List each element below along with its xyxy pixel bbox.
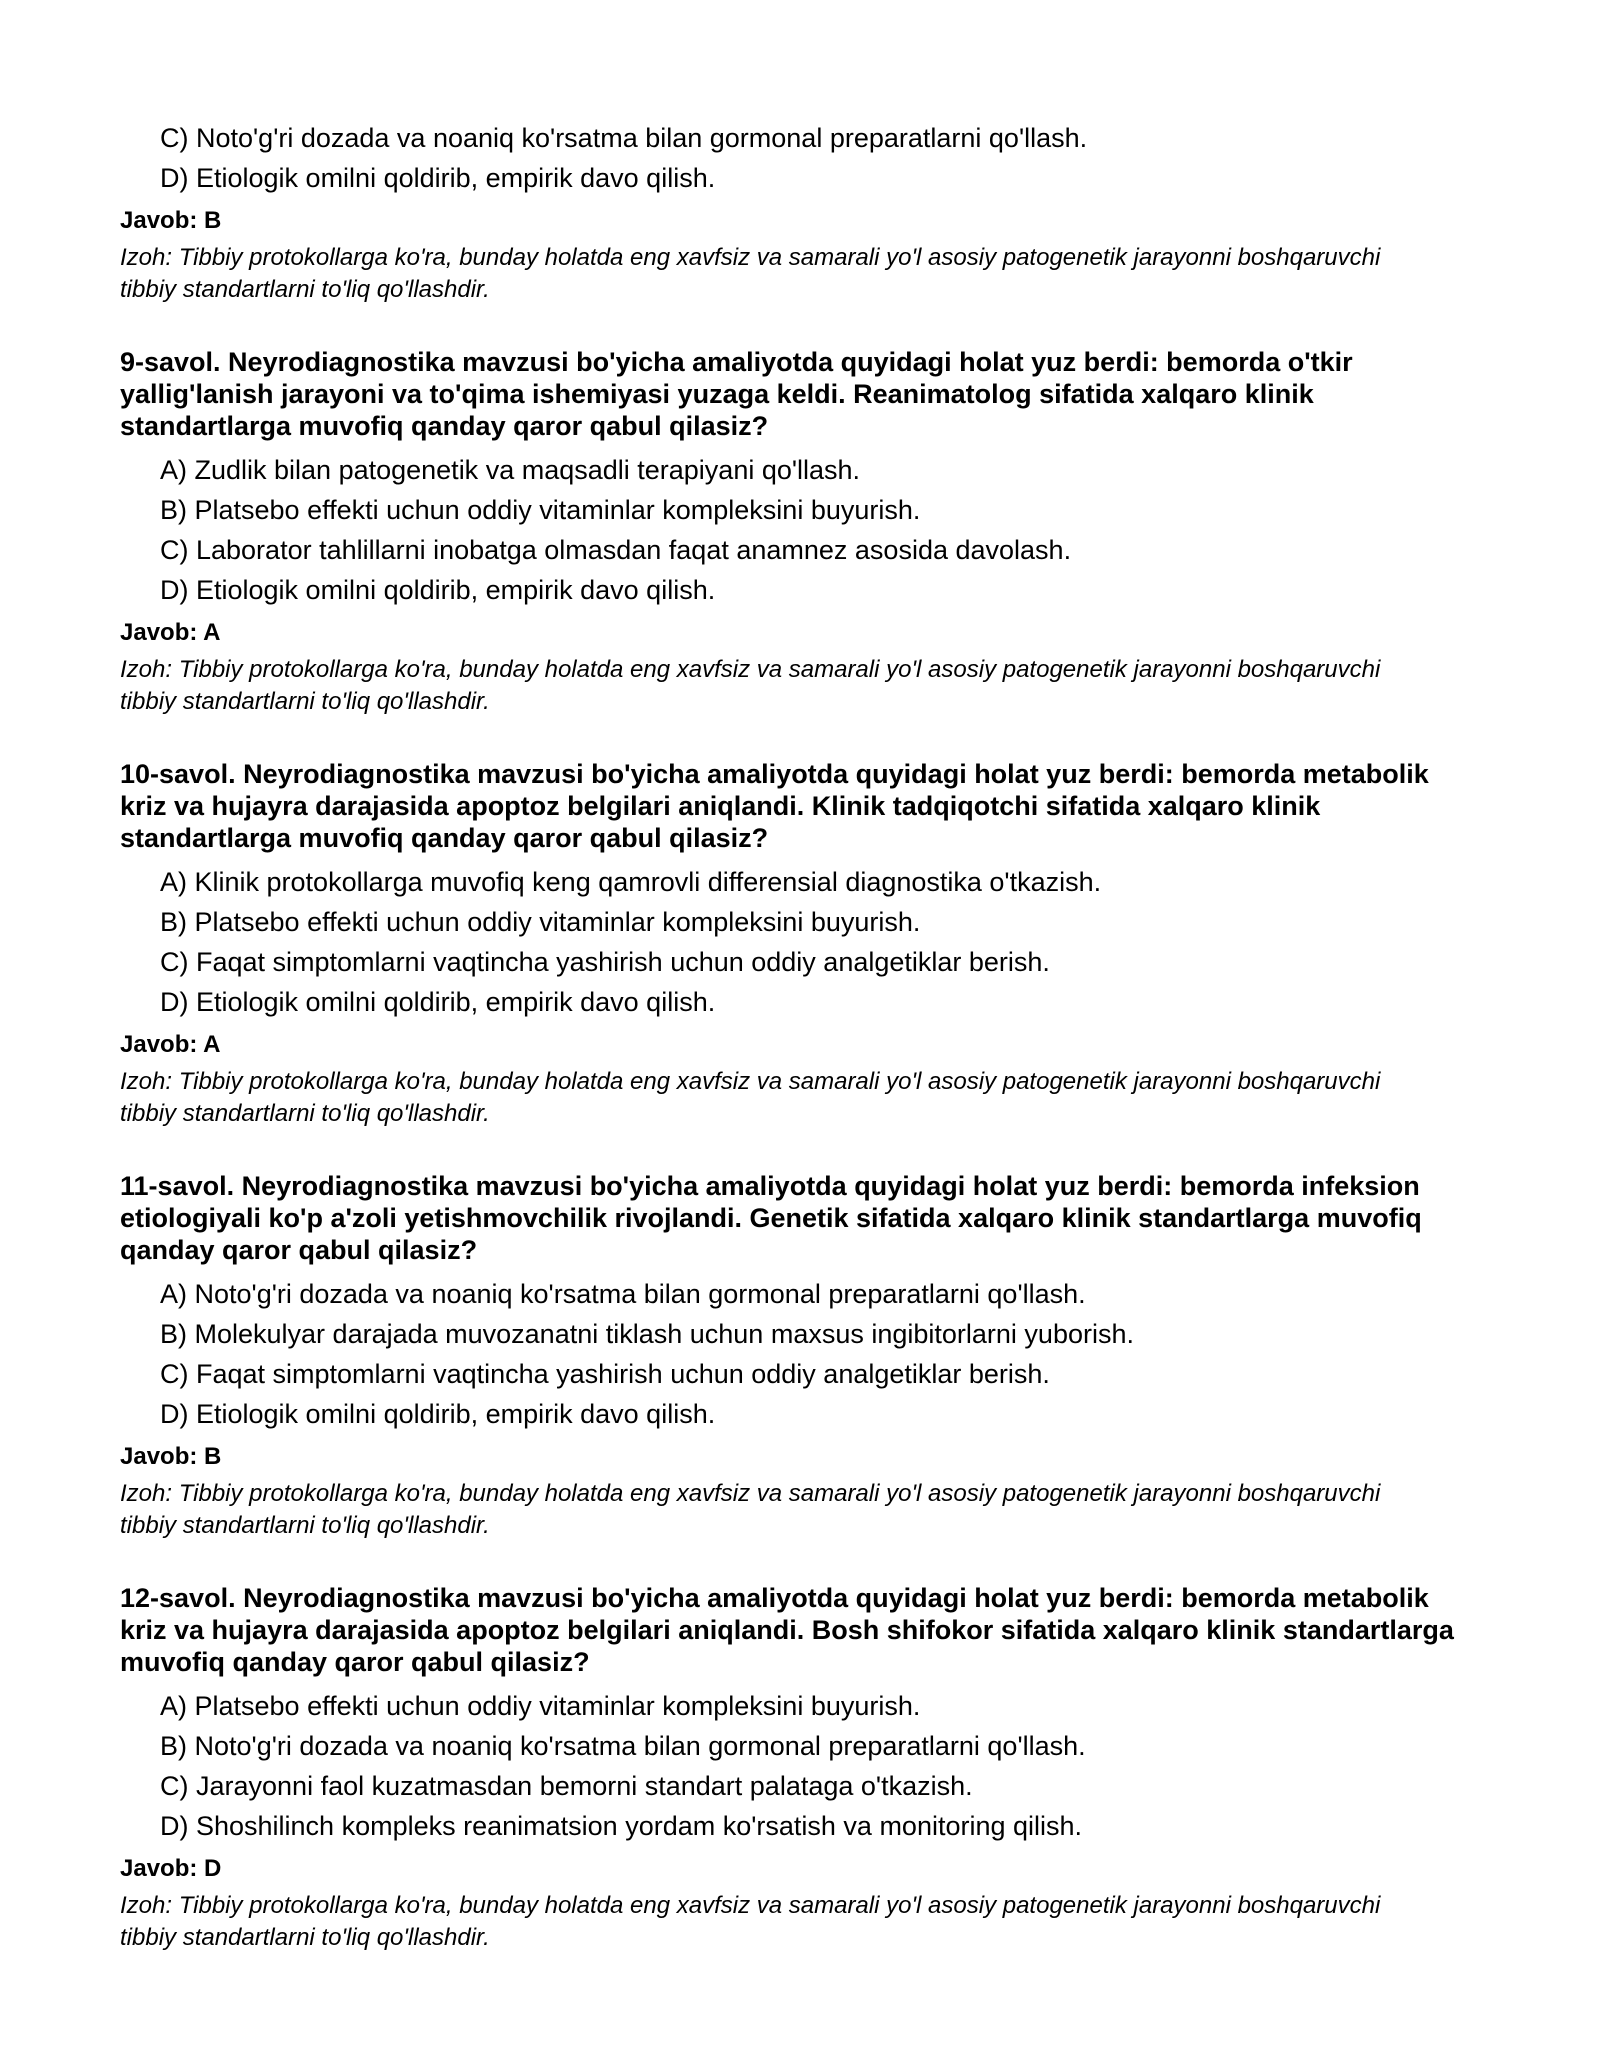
option-a: A) Klinik protokollarga muvofiq keng qamrovli differensial diagnostika o'tkazish. [160, 867, 1102, 897]
explanation-note: Izoh: Tibbiy protokollarga ko'ra, bunday holatda eng xavfsiz va samarali yo'l asosiy patogenetik jarayonni boshqaruvchi tibbiy standartlarni to'liq qo'llashdir. [120, 1480, 1381, 1539]
option-a: A) Platsebo effekti uchun oddiy vitaminlar kompleksini buyurish. [160, 1691, 921, 1721]
answer-label: Javob: A [120, 1031, 221, 1058]
answer-label: Javob: D [120, 1855, 222, 1882]
question-block-8-tail [120, 118, 1480, 306]
option-c: C) Jarayonni faol kuzatmasdan bemorni standart palataga o'tkazish. [160, 1771, 973, 1801]
explanation-note: Izoh: Tibbiy protokollarga ko'ra, bunday holatda eng xavfsiz va samarali yo'l asosiy patogenetik jarayonni boshqaruvchi tibbiy standartlarni to'liq qo'llashdir. [120, 1068, 1381, 1127]
option-d: D) Etiologik omilni qoldirib, empirik davo qilish. [160, 163, 716, 193]
option-c: C) Noto'g'ri dozada va noaniq ko'rsatma bilan gormonal preparatlarni qo'llash. [160, 123, 1088, 153]
option-d: D) Etiologik omilni qoldirib, empirik davo qilish. [160, 987, 716, 1017]
document-page [120, 118, 1480, 1954]
question-block-10 [120, 758, 1480, 1130]
question-text: 10-savol. Neyrodiagnostika mavzusi bo'yicha amaliyotda quyidagi holat yuz berdi: bemorda metabolik kriz va hujayra darajasida apoptoz belgilari aniqlandi. Klinik tadqiqotchi sifatida xalqaro klinik standartlarga muvofiq qanday qaror qabul qilasiz? [120, 759, 1429, 853]
explanation-note: Izoh: Tibbiy protokollarga ko'ra, bunday holatda eng xavfsiz va samarali yo'l asosiy patogenetik jarayonni boshqaruvchi tibbiy standartlarni to'liq qo'llashdir. [120, 244, 1381, 303]
explanation-note: Izoh: Tibbiy protokollarga ko'ra, bunday holatda eng xavfsiz va samarali yo'l asosiy patogenetik jarayonni boshqaruvchi tibbiy standartlarni to'liq qo'llashdir. [120, 1892, 1381, 1951]
option-b: B) Molekulyar darajada muvozanatni tiklash uchun maxsus ingibitorlarni yuborish. [160, 1319, 1134, 1349]
option-d: D) Etiologik omilni qoldirib, empirik davo qilish. [160, 1399, 716, 1429]
option-a: A) Zudlik bilan patogenetik va maqsadli terapiyani qo'llash. [160, 455, 861, 485]
answer-label: Javob: A [120, 619, 221, 646]
question-block-12 [120, 1582, 1480, 1954]
option-a: A) Noto'g'ri dozada va noaniq ko'rsatma bilan gormonal preparatlarni qo'llash. [160, 1279, 1086, 1309]
question-text: 12-savol. Neyrodiagnostika mavzusi bo'yicha amaliyotda quyidagi holat yuz berdi: bemorda metabolik kriz va hujayra darajasida apoptoz belgilari aniqlandi. Bosh shifokor sifatida xalqaro klinik standartlarga muvofiq qanday qaror qabul qilasiz? [120, 1583, 1454, 1677]
explanation-note: Izoh: Tibbiy protokollarga ko'ra, bunday holatda eng xavfsiz va samarali yo'l asosiy patogenetik jarayonni boshqaruvchi tibbiy standartlarni to'liq qo'llashdir. [120, 656, 1381, 715]
option-b: B) Platsebo effekti uchun oddiy vitaminlar kompleksini buyurish. [160, 907, 921, 937]
question-text: 9-savol. Neyrodiagnostika mavzusi bo'yicha amaliyotda quyidagi holat yuz berdi: bemorda o'tkir yallig'lanish jarayoni va to'qima ishemiyasi yuzaga keldi. Reanimatolog sifatida xalqaro klinik standartlarga muvofiq qanday qaror qabul qilasiz? [120, 347, 1353, 441]
answer-label: Javob: B [120, 1443, 222, 1470]
question-block-9 [120, 346, 1480, 718]
answer-label: Javob: B [120, 207, 222, 234]
option-c: C) Faqat simptomlarni vaqtincha yashirish uchun oddiy analgetiklar berish. [160, 1359, 1050, 1389]
option-d: D) Etiologik omilni qoldirib, empirik davo qilish. [160, 575, 716, 605]
option-d: D) Shoshilinch kompleks reanimatsion yordam ko'rsatish va monitoring qilish. [160, 1811, 1083, 1841]
option-b: B) Platsebo effekti uchun oddiy vitaminlar kompleksini buyurish. [160, 495, 921, 525]
option-c: C) Laborator tahlillarni inobatga olmasdan faqat anamnez asosida davolash. [160, 535, 1072, 565]
question-text: 11-savol. Neyrodiagnostika mavzusi bo'yicha amaliyotda quyidagi holat yuz berdi: bemorda infeksion etiologiyali ko'p a'zoli yetishmovchilik rivojlandi. Genetik sifatida xalqaro klinik standartlarga muvofiq qanday qaror qabul qilasiz? [120, 1171, 1422, 1265]
option-b: B) Noto'g'ri dozada va noaniq ko'rsatma bilan gormonal preparatlarni qo'llash. [160, 1731, 1086, 1761]
option-c: C) Faqat simptomlarni vaqtincha yashirish uchun oddiy analgetiklar berish. [160, 947, 1050, 977]
question-block-11 [120, 1170, 1480, 1542]
